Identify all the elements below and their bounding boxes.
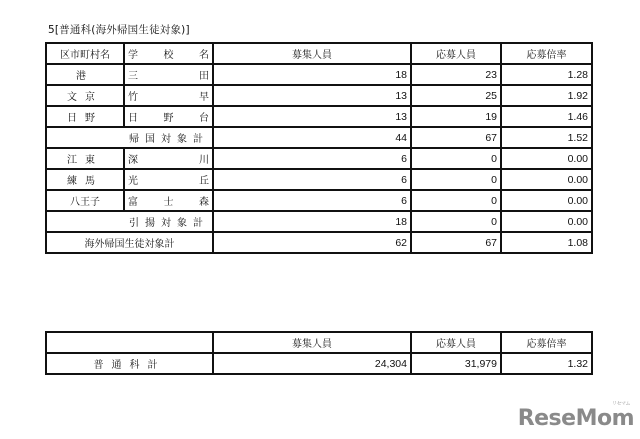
school-char: 丘	[199, 176, 209, 187]
school-cell	[124, 106, 213, 127]
table-row	[46, 85, 592, 106]
table-header-row	[46, 332, 592, 353]
school-char: 竹	[128, 92, 138, 103]
total-row	[46, 353, 592, 374]
recruit-cell: 24,304	[213, 353, 411, 374]
ratio-cell: 1.08	[501, 232, 592, 253]
recruit-cell: 18	[213, 64, 411, 85]
school-char: 三	[128, 71, 138, 82]
applicants-cell: 25	[411, 85, 501, 106]
school-cell	[124, 148, 213, 169]
ratio-cell: 0.00	[501, 190, 592, 211]
school-char: 日	[128, 113, 138, 124]
logo-kana: リセマム	[612, 401, 630, 407]
ward-cell: 八王子	[46, 190, 124, 211]
resemom-logo	[517, 401, 634, 431]
table-row	[46, 148, 592, 169]
header-ratio: 応募倍率	[501, 43, 592, 64]
header-recruit: 募集人員	[213, 43, 411, 64]
applicants-cell: 0	[411, 148, 501, 169]
school-char: 早	[199, 92, 209, 103]
school-cell	[124, 85, 213, 106]
total-label: 海外帰国生徒対象計	[46, 232, 213, 253]
school-cell	[124, 64, 213, 85]
recruit-cell: 62	[213, 232, 411, 253]
header-school	[124, 43, 213, 64]
table-row	[46, 190, 592, 211]
applicants-cell: 19	[411, 106, 501, 127]
header-school-char: 名	[199, 50, 209, 61]
applicants-cell: 67	[411, 232, 501, 253]
ward-cell: 港	[46, 64, 124, 85]
applicants-cell: 31,979	[411, 353, 501, 374]
ratio-cell: 0.00	[501, 169, 592, 190]
logo-text: ReseMom	[517, 406, 634, 431]
ratio-cell: 1.32	[501, 353, 592, 374]
ward-cell: 日野	[46, 106, 124, 127]
school-cell	[124, 190, 213, 211]
subtotal-row-repatriate	[46, 211, 592, 232]
ratio-cell: 0.00	[501, 211, 592, 232]
school-char: 台	[199, 113, 209, 124]
school-char: 深	[128, 155, 138, 166]
ratio-cell: 0.00	[501, 148, 592, 169]
ratio-cell: 1.52	[501, 127, 592, 148]
school-char: 光	[128, 176, 138, 187]
applicants-cell: 0	[411, 211, 501, 232]
header-ratio: 応募倍率	[501, 332, 592, 353]
school-char: 川	[199, 155, 209, 166]
school-char: 森	[199, 197, 209, 208]
table-row	[46, 64, 592, 85]
ward-cell: 文京	[46, 85, 124, 106]
ward-cell: 江東	[46, 148, 124, 169]
applicants-cell: 0	[411, 190, 501, 211]
school-char: 田	[199, 71, 209, 82]
recruit-cell: 6	[213, 169, 411, 190]
table-row	[46, 169, 592, 190]
subtotal-label: 帰国対象計	[46, 127, 213, 148]
section-title: 5[普通科(海外帰国生徒対象)]	[48, 24, 190, 36]
school-char: 野	[163, 113, 174, 124]
total-label: 普通科計	[46, 353, 213, 374]
applicants-cell: 0	[411, 169, 501, 190]
school-cell	[124, 169, 213, 190]
ratio-cell: 1.92	[501, 85, 592, 106]
returnee-applications-table	[45, 42, 593, 254]
recruit-cell: 18	[213, 211, 411, 232]
subtotal-row-returnee	[46, 127, 592, 148]
subtotal-label: 引揚対象計	[46, 211, 213, 232]
school-char: 富	[128, 197, 138, 208]
school-char: 士	[163, 197, 174, 208]
ward-cell: 練馬	[46, 169, 124, 190]
header-school-char: 校	[163, 50, 174, 61]
applicants-cell: 67	[411, 127, 501, 148]
table-header-row	[46, 43, 592, 64]
ratio-cell: 1.28	[501, 64, 592, 85]
ratio-cell: 1.46	[501, 106, 592, 127]
recruit-cell: 13	[213, 85, 411, 106]
recruit-cell: 6	[213, 148, 411, 169]
recruit-cell: 13	[213, 106, 411, 127]
header-recruit: 募集人員	[213, 332, 411, 353]
header-applicants: 応募人員	[411, 43, 501, 64]
applicants-cell: 23	[411, 64, 501, 85]
header-ward: 区市町村名	[46, 43, 124, 64]
header-school-char: 学	[128, 50, 138, 61]
recruit-cell: 44	[213, 127, 411, 148]
total-row	[46, 232, 592, 253]
header-empty	[46, 332, 213, 353]
header-applicants: 応募人員	[411, 332, 501, 353]
recruit-cell: 6	[213, 190, 411, 211]
general-course-total-table	[45, 331, 593, 375]
table-row	[46, 106, 592, 127]
